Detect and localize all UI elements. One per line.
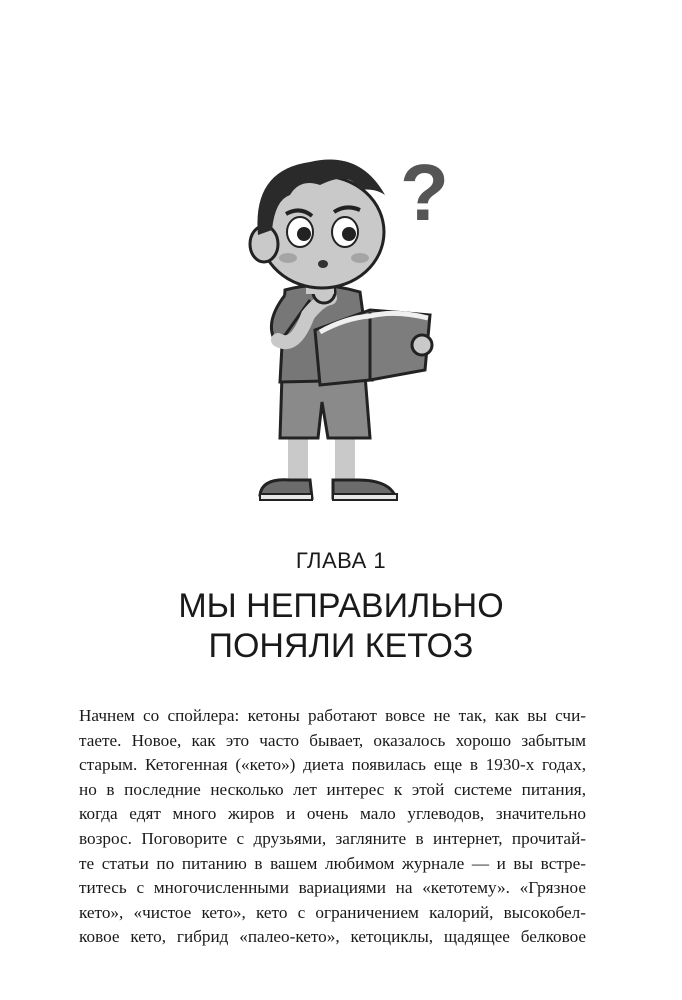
text-line: кето», «чистое кето», кето с ограничением калорий, высокобел- [79,902,586,922]
text-line: но в последние несколько лет интерес к этой системе питания, [79,779,586,799]
text-line: те статьи по питанию в вашем любимом журнале — и вы встре- [79,853,586,873]
text-line: возрос. Поговорите с друзьями, загляните в интернет, прочитай- [79,828,586,848]
chapter-title-line-1: МЫ НЕПРАВИЛЬНО [178,587,504,625]
text-line: когда едят много жиров и очень мало углеводов, значительно [79,804,586,824]
text-line: титесь с многочисленными вариациями на «кетотему». «Грязное [79,878,586,898]
body-paragraph [79,704,586,950]
text-line: старым. Кетогенная («кето») диета появилась еще в 1930-х годах, [79,755,586,775]
text-line: таете. Новое, как это часто бывает, оказалось хорошо забытым [79,730,586,750]
question-mark-icon: ? [400,148,449,237]
chapter-title-line-2: ПОНЯЛИ КЕТОЗ [208,627,474,665]
chapter-title [0,586,682,666]
chapter-number: ГЛАВА 1 [295,548,387,573]
thinking-boy-illustration [200,140,490,520]
text-line: ковое кето, гибрид «палео-кето», кетоциклы, щадящее белковое [79,927,586,947]
text-line: Начнем со спойлера: кетоны работают вовсе не так, как вы счи- [79,706,586,725]
